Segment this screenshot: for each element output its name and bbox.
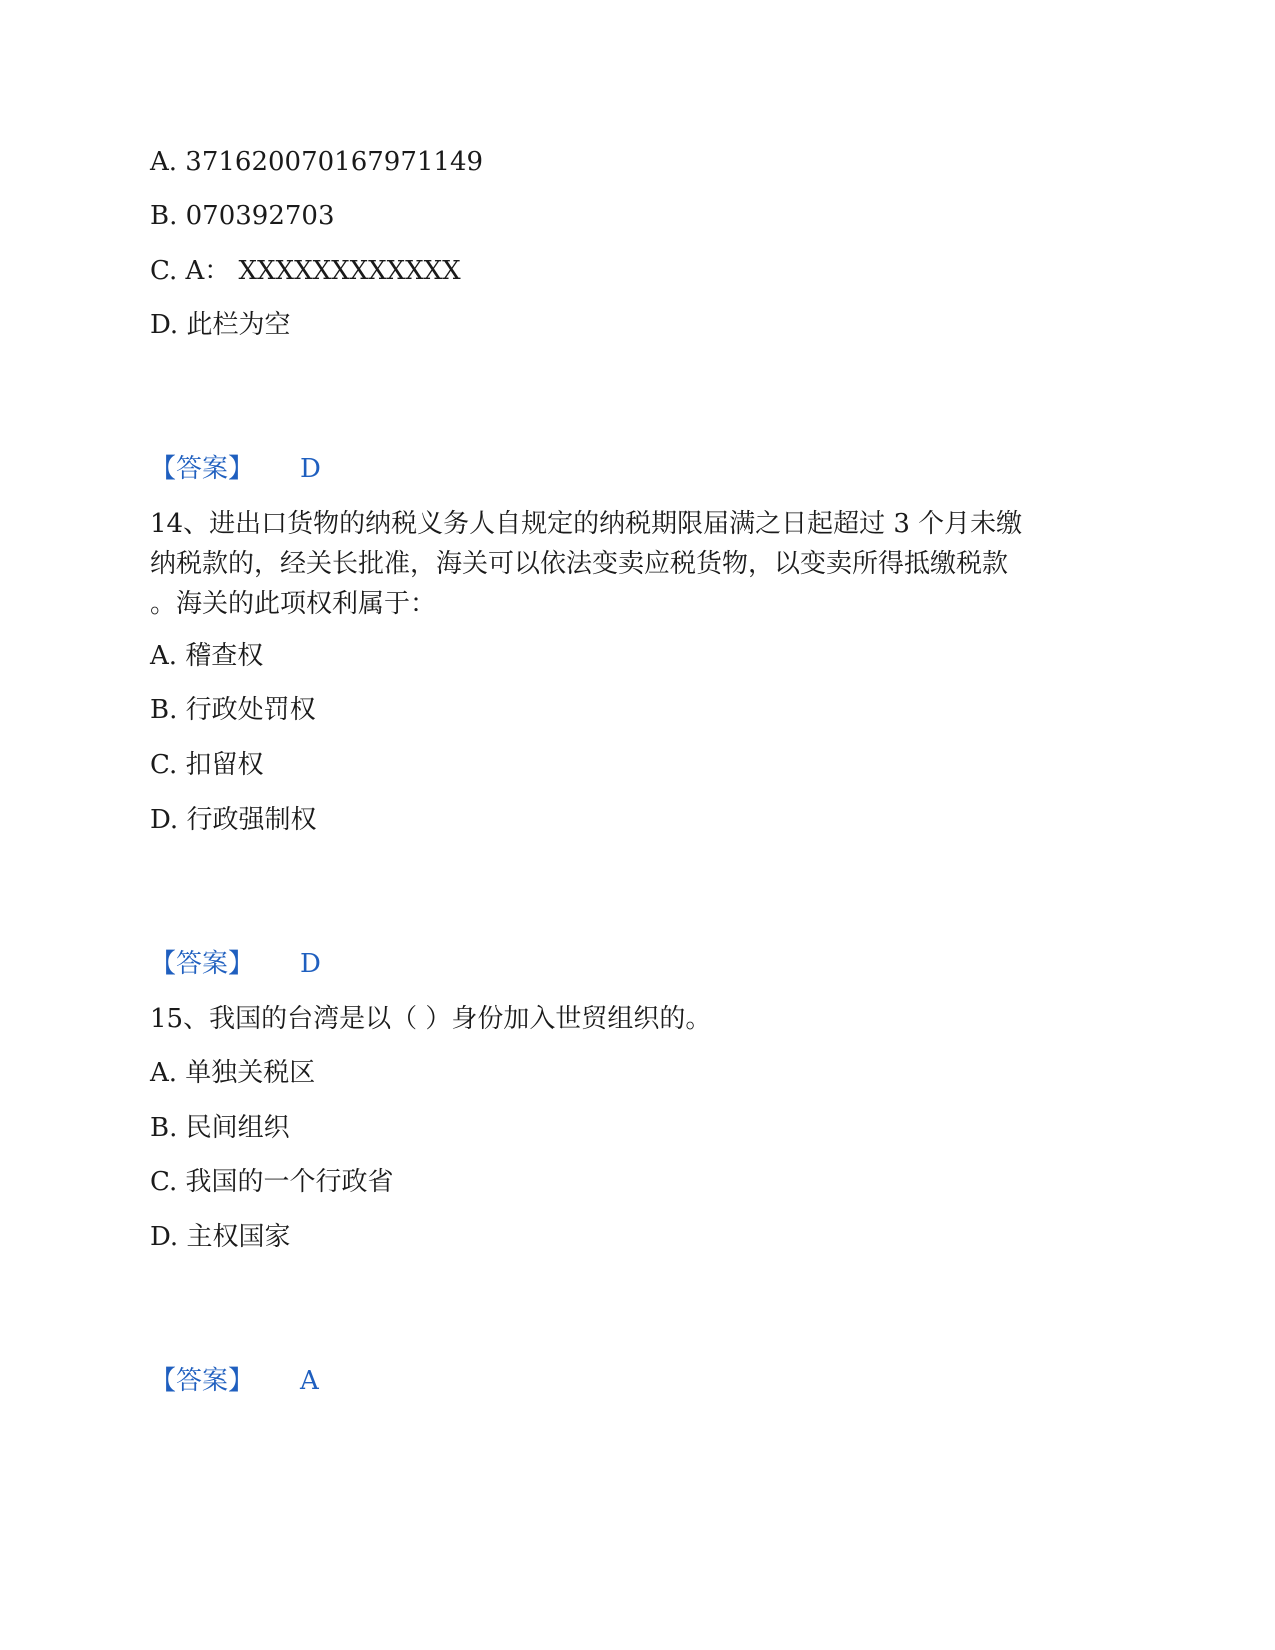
q15-stem: 15、我国的台湾是以（ ）身份加入世贸组织的。 (150, 1004, 712, 1034)
q14-stem-line-1: 14、进出口货物的纳税义务人自规定的纳税期限届满之日起超过 3 个月未缴 (150, 509, 1023, 539)
q14-stem-line-3: 。海关的此项权利属于： (150, 589, 437, 619)
q13-option-b: B. 070392703 (150, 201, 335, 231)
q13-option-c: C. A： XXXXXXXXXXXX (150, 256, 461, 286)
q15-option-d: D. 主权国家 (150, 1222, 291, 1252)
q13-answer (150, 449, 321, 489)
answer-label: 【答案】 (150, 1366, 255, 1396)
q14-answer (150, 944, 321, 984)
q14-option-b: B. 行政处罚权 (150, 695, 316, 725)
q15-option-c: C. 我国的一个行政省 (150, 1167, 394, 1197)
q13-option-d: D. 此栏为空 (150, 310, 291, 340)
q15-answer (150, 1361, 319, 1401)
q14-option-c: C. 扣留权 (150, 750, 264, 780)
q14-option-d: D. 行政强制权 (150, 805, 317, 835)
q14-option-a: A. 稽查权 (150, 641, 264, 671)
q15-option-a: A. 单独关税区 (150, 1058, 316, 1088)
q14-stem-line-2: 纳税款的，经关长批准，海关可以依法变卖应税货物，以变卖所得抵缴税款 (150, 549, 1009, 579)
answer-label: 【答案】 (150, 454, 255, 484)
answer-value: D (300, 454, 321, 484)
q15-option-b: B. 民间组织 (150, 1113, 290, 1143)
answer-value: D (300, 949, 321, 979)
answer-label: 【答案】 (150, 949, 255, 979)
answer-value: A (300, 1366, 319, 1396)
q13-option-a: A. 371620070167971149 (150, 147, 484, 177)
